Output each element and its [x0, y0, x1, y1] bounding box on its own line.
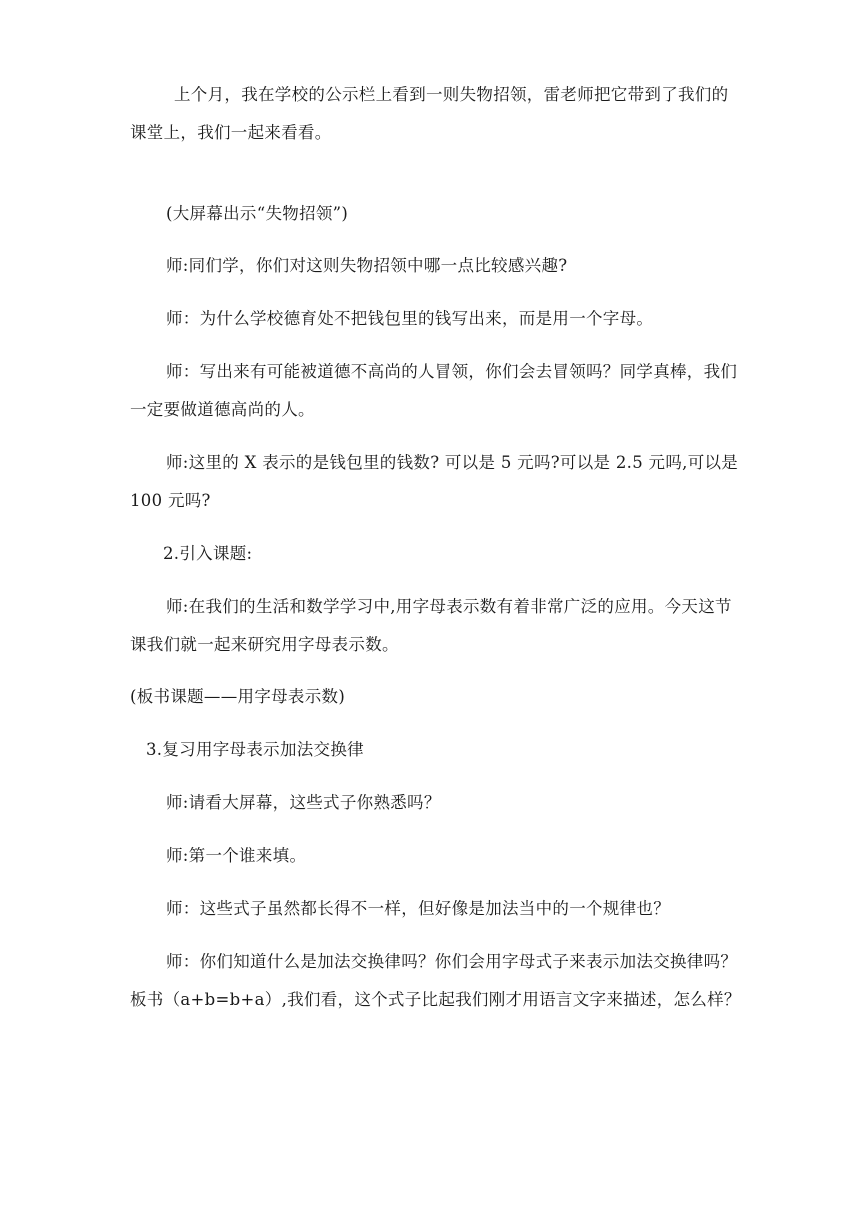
- paragraph-teacher-honesty: 师：写出来有可能被道德不高尚的人冒领，你们会去冒领吗？同学真棒，我们一定要做道德高尚的人。: [130, 362, 738, 419]
- paragraph-teacher-question: 师:同们学，你们对这则失物招领中哪一点比较感兴趣?: [166, 256, 568, 275]
- paragraph-teacher-first: 师:第一个谁来填。: [166, 846, 307, 865]
- paragraph-board-title: (板书课题——用字母表示数): [130, 687, 346, 706]
- paragraph-section-3: 3.复习用字母表示加法交换律: [146, 740, 364, 759]
- paragraph-section-2: 2.引入课题:: [163, 544, 253, 563]
- paragraph-intro: 上个月，我在学校的公示栏上看到一则失物招领，雷老师把它带到了我们的课堂上，我们一起来看看。: [130, 85, 729, 142]
- paragraph-teacher-commutative: 师：你们知道什么是加法交换律吗？你们会用字母式子来表示加法交换律吗？板书（a+b=b+a）,我们看，这个式子比起我们刚才用语言文字来描述，怎么样？: [130, 952, 741, 1009]
- paragraph-teacher-x-value: 师:这里的 X 表示的是钱包里的钱数? 可以是 5 元吗?可以是 2.5 元吗,可以是 100 元吗?: [130, 453, 739, 510]
- paragraph-teacher-topic: 师:在我们的生活和数学学习中,用字母表示数有着非常广泛的应用。今天这节课我们就一起来研究用字母表示数。: [130, 597, 732, 654]
- paragraph-screen-note: (大屏幕出示“失物招领”): [166, 204, 349, 223]
- paragraph-teacher-why: 师：为什么学校德育处不把钱包里的钱写出来，而是用一个字母。: [166, 309, 654, 328]
- paragraph-teacher-rule: 师：这些式子虽然都长得不一样，但好像是加法当中的一个规律也？: [166, 899, 670, 918]
- paragraph-teacher-screen: 师:请看大屏幕，这些式子你熟悉吗？: [166, 793, 441, 812]
